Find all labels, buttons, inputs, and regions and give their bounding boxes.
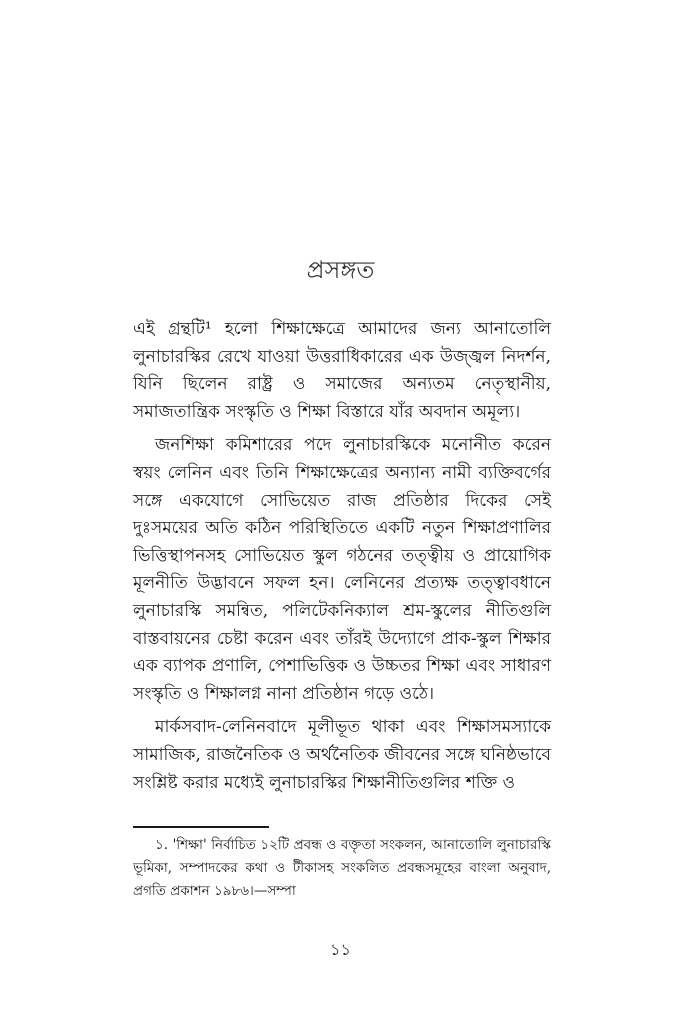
chapter-title: প্রসঙ্গত [306, 256, 375, 284]
footnote-divider [133, 826, 269, 828]
paragraph-1: এই গ্রন্থটি¹ হলো শিক্ষাক্ষেত্রে আমাদের জন্য আনাতোলি লুনাচারস্কির রেখে যাওয়া উত্তরাধিকারের এক উজ্জ্বল নিদর্শন, যিনি ছিলেন রাষ্ট্র ও সমাজের অন্যতম নেতৃস্থানীয়, সমাজতান্ত্রিক সংস্কৃতি ও শিক্ষা বিস্তারে যাঁর অবদান অমূল্য। [133, 319, 551, 422]
body-text [133, 316, 551, 803]
footnote [133, 834, 551, 903]
footnote-text: ১. 'শিক্ষা' নির্বাচিত ১২টি প্রবন্ধ ও বক্তৃতা সংকলন, আনাতোলি লুনাচারস্কি ভূমিকা, সম্পাদকের কথা ও টীকাসহ সংকলিত প্রবন্ধসমূহের বাংলা অনুবাদ, প্রগতি প্রকাশন ১৯৮৬।—সম্পা [133, 837, 551, 899]
paragraph-3: মার্কসবাদ-লেনিনবাদে মূলীভূত থাকা এবং শিক্ষাসমস্যাকে সামাজিক, রাজনৈতিক ও অর্থনৈতিক জীবনের সঙ্গে ঘনিষ্ঠভাবে সংশ্লিষ্ট করার মধ্যেই লুনাচারস্কির শিক্ষানীতিগুলির শক্তি ও [133, 717, 551, 793]
paragraph-2: জনশিক্ষা কমিশারের পদে লুনাচারস্কিকে মনোনীত করেন স্বয়ং লেনিন এবং তিনি শিক্ষাক্ষেত্রের অন্যান্য নামী ব্যক্তিবর্গের সঙ্গে একযোগে সোভিয়েত রাজ প্রতিষ্ঠার দিকের সেই দুঃসময়ের অতি কঠিন পরিস্থিতিতে একটি নতুন শিক্ষাপ্রণালির ভিত্তিস্থাপনসহ সোভিয়েত স্কুল গঠনের তত্ত্বীয় ও প্রায়োগিক মূলনীতি উদ্ভাবনে সফল হন। লেনিনের প্রত্যক্ষ তত্ত্বাবধানে লুনাচারস্কি সমন্বিত, পলিটেকনিক্যাল শ্রম-স্কুলের নীতিগুলি বাস্তবায়নের চেষ্টা করেন এবং তাঁরই উদ্যোগে প্রাক-স্কুল শিক্ষার এক ব্যাপক প্রণালি, পেশাভিত্তিক ও উচ্চতর শিক্ষা এবং সাধারণ সংস্কৃতি ও শিক্ষালগ্ন নানা প্রতিষ্ঠান গড়ে ওঠে। [133, 435, 551, 704]
page-number: ১১ [330, 940, 351, 959]
